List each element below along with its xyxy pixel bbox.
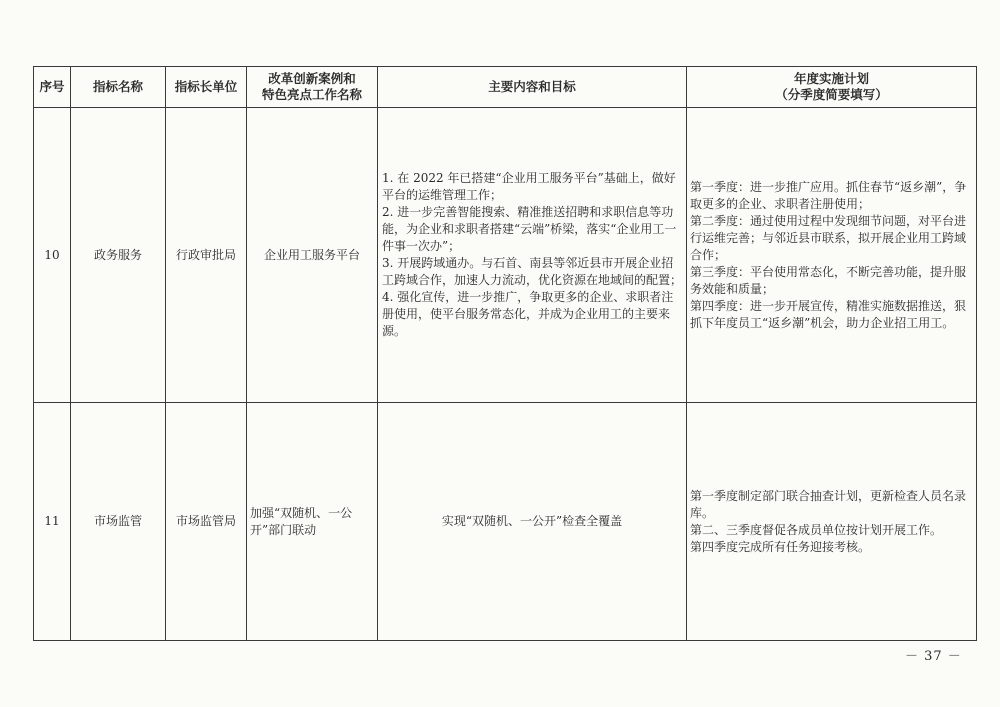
cell-content: 实现“双随机、一公开”检查全覆盖: [378, 403, 687, 641]
table-header-row: [34, 67, 977, 108]
cell-indicator: 市场监管: [71, 403, 166, 641]
header-seq: 序号: [34, 67, 71, 108]
header-plan-line1: 年度实施计划: [793, 71, 869, 86]
cell-case-name: 加强“双随机、一公开”部门联动: [247, 403, 378, 641]
header-case-name: [247, 67, 378, 108]
plan-item: 第三季度：平台使用常态化，不断完善功能，提升服务效能和质量；: [690, 264, 967, 296]
plan-item: 第四季度完成所有任务迎接考核。: [690, 539, 871, 554]
header-content: 主要内容和目标: [378, 67, 687, 108]
plan-item: 第一季度制定部门联合抽查计划，更新检查人员名录库。: [690, 488, 967, 520]
cell-indicator: 政务服务: [71, 108, 166, 403]
header-case-name-line2: 特色亮点工作名称: [261, 87, 362, 102]
indicator-table: [33, 66, 977, 641]
cell-case-name: 企业用工服务平台: [247, 108, 378, 403]
table-row: [34, 403, 977, 641]
content-item: 4. 强化宣传，进一步推广，争取更多的企业、求职者注册使用，使平台服务常态化，并成为企业用工的主要来源。: [382, 290, 674, 338]
cell-plan: [687, 108, 977, 403]
plan-item: 第四季度：进一步开展宣传，精准实施数据推送，狠抓下年度员工“返乡潮”机会，助力企业招工用工。: [690, 298, 967, 330]
plan-item: 第二季度：通过使用过程中发现细节问题，对平台进行运维完善；与邻近县市联系，拟开展企业用工跨域合作；: [690, 213, 967, 262]
table-row: [34, 108, 977, 403]
cell-lead-unit: 市场监管局: [166, 403, 247, 641]
cell-seq: 10: [34, 108, 71, 403]
header-plan-line2: （分季度简要填写）: [775, 87, 888, 102]
content-item: 2. 进一步完善智能搜索、精准推送招聘和求职信息等功能，为企业和求职者搭建“云端”桥梁，落实“企业用工一件事一次办”；: [382, 205, 677, 253]
plan-item: 第一季度：进一步推广应用。抓住春节“返乡潮”，争取更多的企业、求职者注册使用；: [690, 179, 967, 211]
header-lead-unit: 指标长单位: [166, 67, 247, 108]
cell-lead-unit: 行政审批局: [166, 108, 247, 403]
content-item: 1. 在 2022 年已搭建“企业用工服务平台”基础上，做好平台的运维管理工作；: [382, 171, 676, 202]
cell-seq: 11: [34, 403, 71, 641]
cell-plan: [687, 403, 977, 641]
content-item: 3. 开展跨域通办。与石首、南县等邻近县市开展企业招工跨域合作，加速人力流动，优化资源在地域间的配置；: [382, 256, 683, 287]
header-plan: [687, 67, 977, 108]
header-case-name-line1: 改革创新案例和: [268, 71, 356, 86]
plan-item: 第二、三季度督促各成员单位按计划开展工作。: [690, 522, 943, 537]
cell-content: [378, 108, 687, 403]
page-number: － 37 －: [905, 649, 962, 664]
header-indicator: 指标名称: [71, 67, 166, 108]
